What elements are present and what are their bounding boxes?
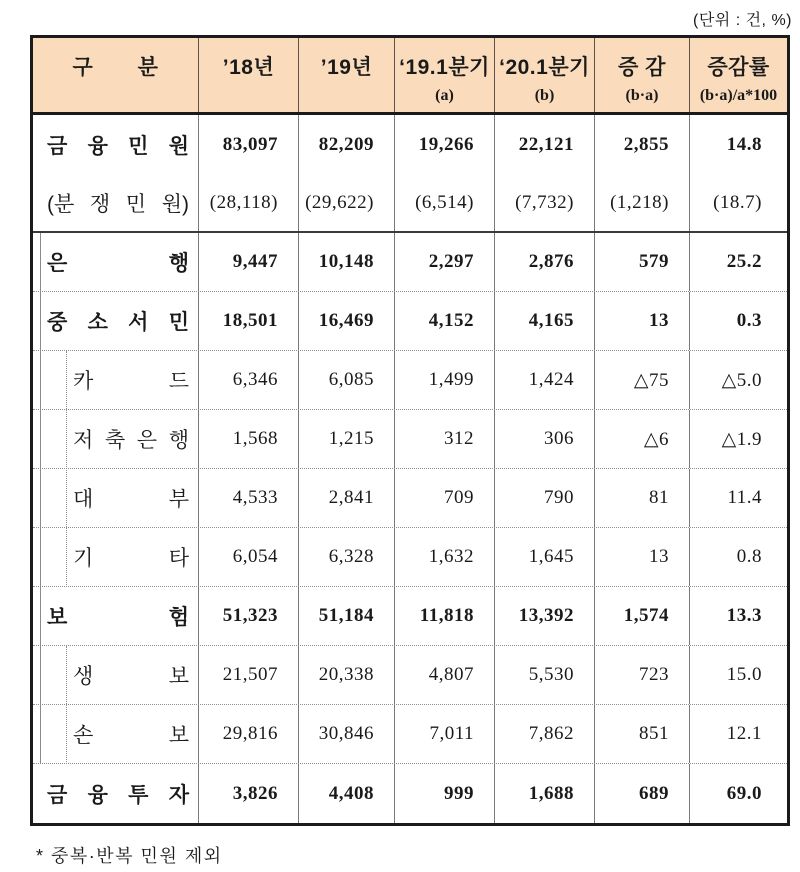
cell-value: 20,338 — [299, 646, 395, 704]
cell-value: 3,826 — [199, 764, 299, 823]
cell-value: 6,328 — [299, 528, 395, 586]
row-label-text: 기 타 — [73, 547, 189, 570]
header-cell-year-2019 — [299, 38, 395, 112]
cell-value: 51,323 — [199, 587, 299, 645]
header-cell-change — [595, 38, 690, 112]
cell-value: (6,514) — [395, 174, 495, 231]
footnote: * 중복·반복 민원 제외 — [36, 846, 223, 866]
cell-value: 1,499 — [395, 351, 495, 409]
cell-value: 851 — [595, 705, 690, 763]
cell-value: 723 — [595, 646, 690, 704]
header-cell-change-rate — [690, 38, 787, 112]
cell-value: 13.3 — [726, 605, 762, 626]
cell-value: 21,507 — [199, 646, 299, 704]
cell-value: 11.4 — [727, 487, 762, 508]
cell-value: 1,574 — [595, 587, 690, 645]
cell-value: △1.9 — [721, 428, 762, 450]
row-label-financial-investment — [33, 764, 199, 823]
cell-value: 999 — [395, 764, 495, 823]
row-label-text: 저 축 은 행 — [73, 429, 189, 452]
row-label-text: 은 행 — [47, 252, 189, 275]
cell-value: 2,841 — [299, 469, 395, 527]
table-row-nonlife-insurance — [33, 705, 787, 764]
cell-value: 30,846 — [299, 705, 395, 763]
header-label: 증감률 — [707, 56, 770, 79]
header-cell-q1-2020 — [495, 38, 595, 112]
cell-value: 18,501 — [199, 292, 299, 350]
cell-value: 1,568 — [199, 410, 299, 468]
cell-value: 4,408 — [299, 764, 395, 823]
table-row-small-finance — [33, 292, 787, 351]
cell-value: 1,632 — [395, 528, 495, 586]
unit-note: (단위 : 건, %) — [693, 12, 792, 29]
cell-value: 579 — [595, 233, 690, 291]
row-label-text: 보 험 — [47, 606, 189, 629]
row-label-nonlife-insurance — [33, 705, 199, 763]
header-sublabel: (a) — [435, 87, 454, 104]
cell-value: (1,218) — [595, 174, 690, 231]
cell-value: (28,118) — [199, 174, 299, 231]
row-label-financial-complaints — [33, 115, 199, 174]
cell-value: 29,816 — [199, 705, 299, 763]
header-label: ’18년 — [222, 56, 275, 79]
cell-value: 2,297 — [395, 233, 495, 291]
cell-value: △75 — [595, 351, 690, 409]
header-cell-q1-2019 — [395, 38, 495, 112]
cell-value: 15.0 — [726, 664, 762, 685]
table-row-insurance — [33, 587, 787, 646]
cell-value: 306 — [495, 410, 595, 468]
cell-value: 11,818 — [395, 587, 495, 645]
cell-value: 0.3 — [736, 310, 762, 331]
row-label-text: 금 융 투 자 — [47, 783, 189, 807]
cell-value: 4,533 — [199, 469, 299, 527]
row-label-text: 손 보 — [73, 724, 189, 747]
cell-value: 7,011 — [395, 705, 495, 763]
cell-value: 13 — [595, 292, 690, 350]
header-label: 구 분 — [72, 56, 159, 79]
table-row-bank — [33, 233, 787, 292]
row-label-card — [33, 351, 199, 409]
cell-value: 709 — [395, 469, 495, 527]
table-row-dispute-complaints — [33, 174, 787, 233]
row-label-dispute-complaints — [33, 174, 199, 231]
table-row-savings-bank — [33, 410, 787, 469]
cell-value: 14.8 — [726, 133, 762, 155]
row-label-text: 카 드 — [73, 370, 189, 393]
cell-value: 83,097 — [199, 115, 299, 174]
indent-line-level2-a — [66, 351, 67, 587]
cell-value: 6,085 — [299, 351, 395, 409]
header-sublabel: (b·a) — [625, 87, 659, 104]
header-label: ‘19.1분기 — [399, 56, 490, 79]
row-label-savings-bank — [33, 410, 199, 468]
cell-value: 7,862 — [495, 705, 595, 763]
cell-value: 19,266 — [395, 115, 495, 174]
cell-value: 22,121 — [495, 115, 595, 174]
row-label-bank — [33, 233, 199, 291]
header-label: ’19년 — [320, 56, 373, 79]
cell-value: 1,424 — [495, 351, 595, 409]
row-label-text: 생 보 — [73, 665, 189, 688]
row-label-text: 대 부 — [73, 488, 189, 511]
header-sublabel: (b) — [534, 87, 555, 104]
table-row-financial-complaints — [33, 115, 787, 174]
table-header-row — [33, 38, 787, 115]
row-label-text: 중 소 서 민 — [47, 311, 189, 334]
cell-value: 1,688 — [495, 764, 595, 823]
cell-value: △6 — [595, 410, 690, 468]
cell-value: 9,447 — [199, 233, 299, 291]
header-cell-year-2018 — [199, 38, 299, 112]
cell-value: 0.8 — [736, 546, 762, 567]
cell-value: 51,184 — [299, 587, 395, 645]
cell-value: 689 — [595, 764, 690, 823]
row-label-etc — [33, 528, 199, 586]
row-label-text: 금 융 민 원 — [47, 134, 189, 158]
header-label: 증 감 — [618, 56, 666, 79]
cell-value: 4,807 — [395, 646, 495, 704]
table-row-financial-investment — [33, 764, 787, 823]
cell-value: 5,530 — [495, 646, 595, 704]
cell-value: (7,732) — [495, 174, 595, 231]
cell-value: 25.2 — [726, 251, 762, 272]
cell-value: (18.7) — [713, 191, 762, 213]
header-cell-category — [33, 38, 199, 112]
row-label-lending — [33, 469, 199, 527]
financial-complaints-table — [30, 35, 790, 826]
cell-value: 4,165 — [495, 292, 595, 350]
header-label: ‘20.1분기 — [499, 56, 590, 79]
cell-value: 69.0 — [726, 782, 762, 804]
table-row-lending — [33, 469, 787, 528]
cell-value: 13,392 — [495, 587, 595, 645]
row-label-life-insurance — [33, 646, 199, 704]
table-row-card — [33, 351, 787, 410]
cell-value: △5.0 — [721, 369, 762, 391]
indent-line-level1 — [40, 233, 41, 764]
table-row-etc — [33, 528, 787, 587]
indent-line-level2-b — [66, 646, 67, 764]
cell-value: (29,622) — [299, 174, 395, 231]
table-body — [33, 115, 787, 823]
cell-value: 2,855 — [595, 115, 690, 174]
header-sublabel: (b·a)/a*100 — [699, 87, 778, 104]
cell-value: 1,645 — [495, 528, 595, 586]
row-label-small-finance — [33, 292, 199, 350]
row-label-text: (분 쟁 민 원) — [47, 192, 189, 216]
cell-value: 6,054 — [199, 528, 299, 586]
row-label-insurance — [33, 587, 199, 645]
cell-value: 82,209 — [299, 115, 395, 174]
cell-value: 1,215 — [299, 410, 395, 468]
cell-value: 2,876 — [495, 233, 595, 291]
cell-value: 81 — [595, 469, 690, 527]
cell-value: 13 — [595, 528, 690, 586]
cell-value: 10,148 — [299, 233, 395, 291]
cell-value: 16,469 — [299, 292, 395, 350]
table-row-life-insurance — [33, 646, 787, 705]
cell-value: 6,346 — [199, 351, 299, 409]
cell-value: 312 — [395, 410, 495, 468]
cell-value: 12.1 — [726, 723, 762, 744]
cell-value: 790 — [495, 469, 595, 527]
cell-value: 4,152 — [395, 292, 495, 350]
